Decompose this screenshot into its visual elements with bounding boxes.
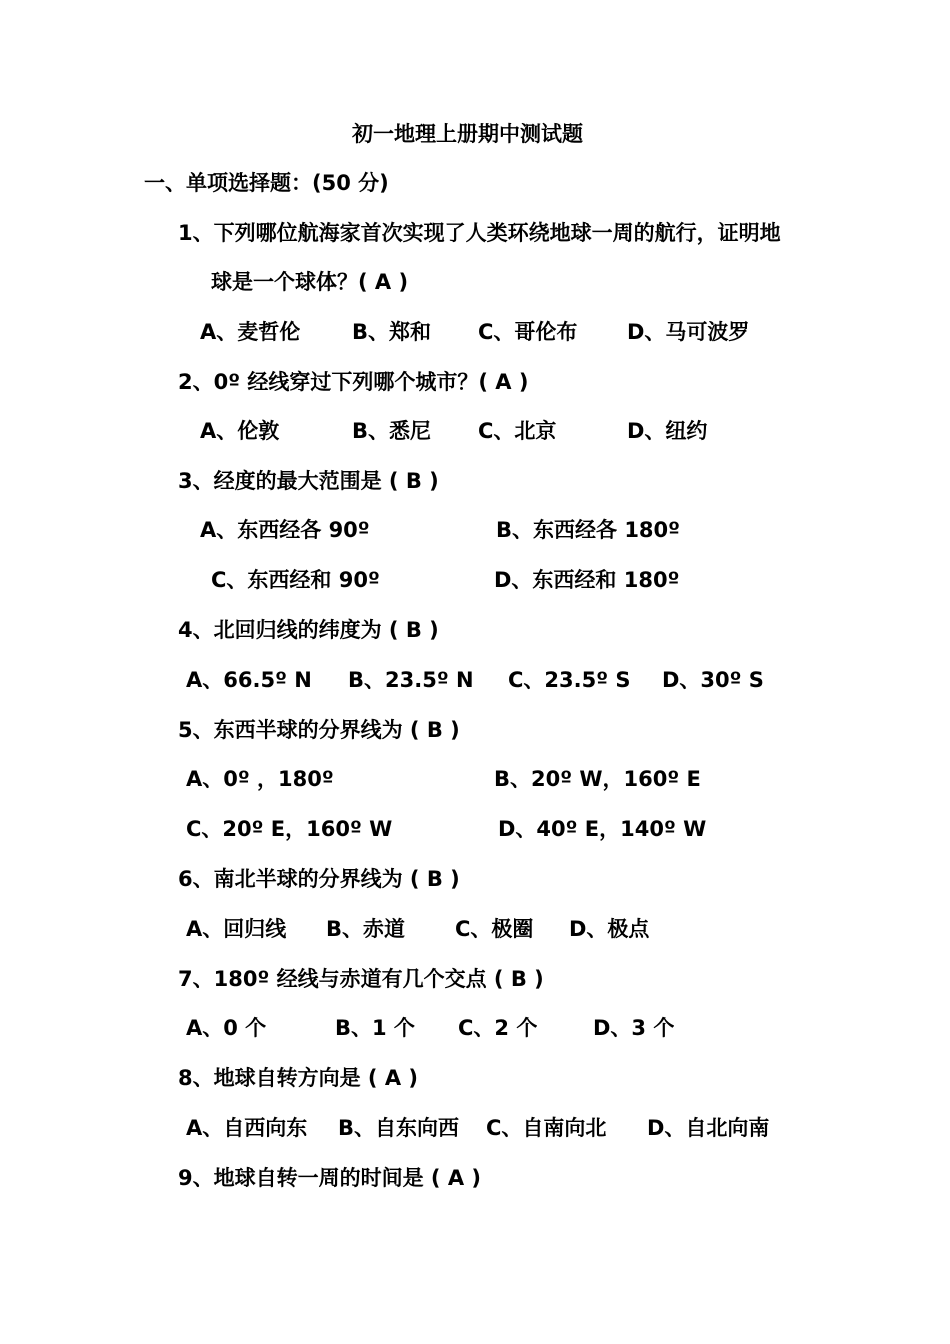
q2-option-d: D、纽约	[627, 419, 708, 443]
q8-option-b: B、自东向西	[338, 1116, 460, 1140]
q7-option-d: D、3 个	[593, 1016, 675, 1040]
q5-option-b: B、20º W，160º E	[494, 767, 701, 791]
question-6-text: 6、南北半球的分界线为 ( B )	[178, 867, 460, 891]
q1-option-b: B、郑和	[352, 320, 432, 344]
q7-option-a: A、0 个	[186, 1016, 267, 1040]
section-heading: 一、单项选择题：(50 分)	[144, 171, 389, 195]
q7-option-c: C、2 个	[458, 1016, 538, 1040]
question-1-text-continued: 球是一个球体？( A )	[211, 270, 409, 294]
q6-option-b: B、赤道	[326, 917, 406, 941]
q5-option-a: A、0º ，180º	[186, 767, 334, 791]
question-7-text: 7、180º 经线与赤道有几个交点 ( B )	[178, 967, 544, 991]
question-1-text: 1、下列哪位航海家首次实现了人类环绕地球一周的航行，证明地	[178, 221, 781, 245]
question-3-text: 3、经度的最大范围是 ( B )	[178, 469, 439, 493]
q2-option-b: B、悉尼	[352, 419, 432, 443]
q7-option-b: B、1 个	[335, 1016, 415, 1040]
q3-option-a: A、东西经各 90º	[200, 518, 370, 542]
q3-option-c: C、东西经和 90º	[211, 568, 380, 592]
q3-option-b: B、东西经各 180º	[496, 518, 680, 542]
q4-option-a: A、66.5º N	[186, 668, 312, 692]
q4-option-d: D、30º S	[662, 668, 764, 692]
q8-option-c: C、自南向北	[486, 1116, 607, 1140]
question-4-text: 4、北回归线的纬度为 ( B )	[178, 618, 439, 642]
q5-option-d: D、40º E，140º W	[498, 817, 707, 841]
question-5-text: 5、东西半球的分界线为 ( B )	[178, 718, 460, 742]
q6-option-c: C、极圈	[455, 917, 534, 941]
q4-option-b: B、23.5º N	[348, 668, 474, 692]
question-2-text: 2、0º 经线穿过下列哪个城市？( A )	[178, 370, 529, 394]
q2-option-c: C、北京	[478, 419, 557, 443]
q8-option-d: D、自北向南	[647, 1116, 770, 1140]
q5-option-c: C、20º E，160º W	[186, 817, 393, 841]
q8-option-a: A、自西向东	[186, 1116, 308, 1140]
question-8-text: 8、地球自转方向是 ( A )	[178, 1066, 418, 1090]
q2-option-a: A、伦敦	[200, 419, 280, 443]
document-title: 初一地理上册期中测试题	[352, 122, 583, 146]
q4-option-c: C、23.5º S	[508, 668, 631, 692]
q3-option-d: D、东西经和 180º	[494, 568, 680, 592]
q6-option-d: D、极点	[569, 917, 650, 941]
q1-option-c: C、哥伦布	[478, 320, 578, 344]
q1-option-a: A、麦哲伦	[200, 320, 301, 344]
q6-option-a: A、回归线	[186, 917, 287, 941]
q1-option-d: D、马可波罗	[627, 320, 750, 344]
question-9-text: 9、地球自转一周的时间是 ( A )	[178, 1166, 481, 1190]
